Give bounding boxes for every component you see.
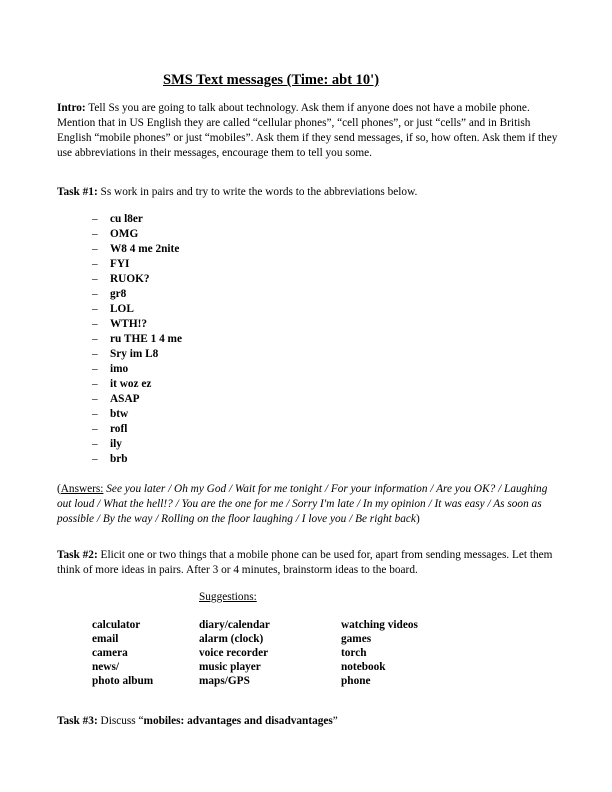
suggestion-item: camera (92, 647, 128, 659)
abbreviation-item (92, 392, 182, 407)
abbreviation-text: LOL (110, 303, 134, 315)
abbreviation-text: W8 4 me 2nite (110, 243, 180, 255)
dash-bullet: – (92, 393, 98, 405)
suggestion-item: photo album (92, 675, 154, 687)
task2-text: Elicit one or two things that a mobile phone can be used for, apart from sending messages. Let them think of more ideas in pairs. After 3 or 4 minutes, brainstorm ideas to the board. (57, 549, 553, 576)
dash-bullet: – (92, 438, 98, 450)
suggestion-item: music player (199, 661, 261, 673)
task2-paragraph (57, 548, 562, 578)
abbreviation-text: ASAP (110, 393, 140, 405)
abbreviation-item (92, 272, 182, 287)
abbreviation-text: ru THE 1 4 me (110, 333, 182, 345)
suggestions-column-1 (92, 618, 153, 688)
dash-bullet: – (92, 408, 98, 420)
abbreviation-text: Sry im L8 (110, 348, 159, 360)
dash-bullet: – (92, 243, 98, 255)
suggestion-item: calculator (92, 619, 141, 631)
dash-bullet: – (92, 453, 98, 465)
suggestions-column-3 (341, 618, 418, 688)
abbreviation-item (92, 422, 182, 437)
suggestion-item: notebook (341, 661, 386, 673)
answers-text: See you later / Oh my God / Wait for me tonight / For your information / Are you OK? / Laughing out loud / What the hell!? / You are the one for me / Sorry I'm late / In my opinion / It was easy / As soon as possible / By the way / Rolling on the floor laughing / I love you / Be right back (57, 483, 548, 525)
suggestion-item: maps/GPS (199, 675, 250, 687)
task1-paragraph (57, 185, 562, 200)
task3-paragraph (57, 714, 562, 729)
dash-bullet: – (92, 288, 98, 300)
abbreviation-item (92, 317, 182, 332)
intro-text: Tell Ss you are going to talk about technology. Ask them if anyone does not have a mobile phone. Mention that in US English they are called “cellular phones”, “cell phones”, or just “cells” and in British English “mobile phones” or just “mobiles”. Ask them if they send messages, if so, how often. Ask them if they use abbreviations in their messages, encourage them to tell you some. (57, 102, 558, 159)
abbreviation-text: gr8 (110, 288, 127, 300)
abbreviation-item (92, 437, 182, 452)
task1-text: Ss work in pairs and try to write the words to the abbreviations below. (97, 186, 418, 198)
dash-bullet: – (92, 258, 98, 270)
abbreviation-item (92, 302, 182, 317)
dash-bullet: – (92, 333, 98, 345)
abbreviation-item (92, 242, 182, 257)
intro-paragraph (57, 101, 562, 161)
abbreviation-item (92, 377, 182, 392)
dash-bullet: – (92, 213, 98, 225)
task2-label: Task #2: (57, 549, 98, 561)
abbreviation-text: RUOK? (110, 273, 150, 285)
dash-bullet: – (92, 423, 98, 435)
answers-label: Answers: (60, 483, 104, 495)
dash-bullet: – (92, 228, 98, 240)
suggestions-column-2 (199, 618, 270, 688)
answers-close-paren: ) (415, 513, 420, 525)
abbreviation-item (92, 452, 182, 467)
suggestion-item: news/ (92, 661, 119, 673)
abbreviation-item (92, 227, 182, 242)
suggestion-item: torch (341, 647, 367, 659)
abbreviation-text: ily (110, 438, 122, 450)
answers-open-paren: ( (57, 483, 61, 495)
dash-bullet: – (92, 363, 98, 375)
suggestion-item: phone (341, 675, 371, 687)
abbreviation-text: FYI (110, 258, 130, 270)
suggestions-title: Suggestions: (199, 591, 257, 603)
task3-pre: Discuss “ (97, 715, 144, 727)
abbreviation-text: rofl (110, 423, 128, 435)
abbreviation-item (92, 212, 182, 227)
dash-bullet: – (92, 273, 98, 285)
answers-paragraph (57, 482, 562, 527)
intro-label: Intro: (57, 102, 86, 114)
task1-label: Task #1: (57, 186, 98, 198)
dash-bullet: – (92, 378, 98, 390)
dash-bullet: – (92, 303, 98, 315)
dash-bullet: – (92, 348, 98, 360)
abbreviation-text: it woz ez (110, 378, 152, 390)
suggestion-item: diary/calendar (199, 619, 270, 631)
suggestion-item: alarm (clock) (199, 633, 264, 645)
abbreviation-item (92, 287, 182, 302)
abbreviation-item (92, 407, 182, 422)
abbreviation-text: imo (110, 363, 129, 375)
page-title: SMS Text messages (Time: abt 10') (163, 72, 380, 88)
abbreviation-item (92, 362, 182, 377)
dash-bullet: – (92, 318, 98, 330)
abbreviation-list (92, 212, 182, 467)
abbreviation-text: cu l8er (110, 213, 143, 225)
abbreviation-text: WTH!? (110, 318, 148, 330)
suggestion-item: voice recorder (199, 647, 269, 659)
task3-topic: mobiles: advantages and disadvantages (143, 715, 333, 727)
abbreviation-text: OMG (110, 228, 139, 240)
abbreviation-item (92, 347, 182, 362)
abbreviation-text: brb (110, 453, 128, 465)
abbreviation-item (92, 332, 182, 347)
suggestion-item: watching videos (341, 619, 418, 631)
task3-post: ” (332, 715, 338, 727)
abbreviation-item (92, 257, 182, 272)
suggestion-item: email (92, 633, 119, 645)
abbreviation-text: btw (110, 408, 129, 420)
suggestion-item: games (341, 633, 372, 645)
task3-label: Task #3: (57, 715, 98, 727)
